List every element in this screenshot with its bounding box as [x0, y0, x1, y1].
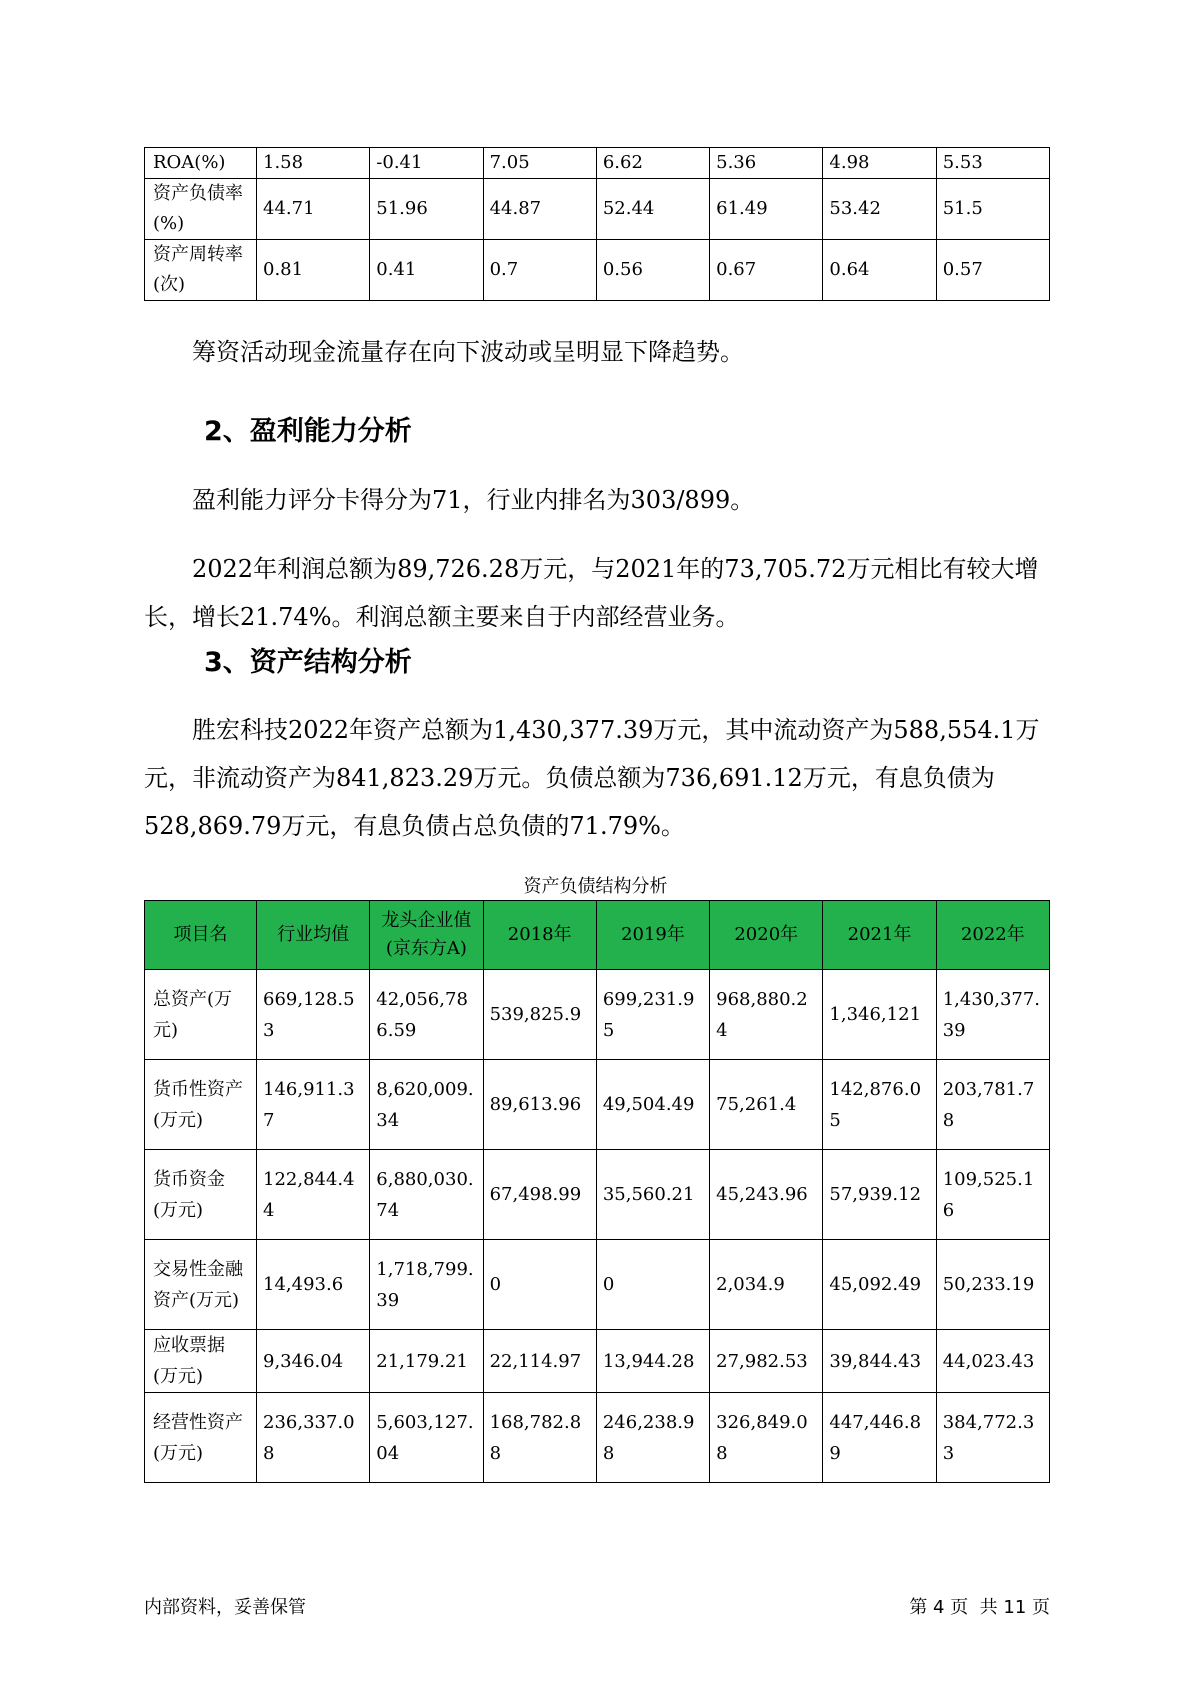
- table-cell: 2,034.9: [710, 1240, 823, 1330]
- table-cell: 51.5: [936, 179, 1049, 240]
- table-cell: 51.96: [370, 179, 483, 240]
- table-row: [145, 148, 1050, 179]
- table-cell: 44.71: [257, 179, 370, 240]
- table-cell: 1,718,799.39: [370, 1240, 483, 1330]
- table-caption: 资产负债结构分析: [523, 876, 668, 897]
- row-label: 交易性金融资产(万元): [145, 1240, 257, 1330]
- table-cell: 1,430,377.39: [936, 970, 1049, 1060]
- table-cell: 27,982.53: [710, 1330, 823, 1393]
- column-header: 2021年: [823, 901, 936, 970]
- table-cell: 75,261.4: [710, 1060, 823, 1150]
- table-row: [145, 1060, 1050, 1150]
- table-cell: 50,233.19: [936, 1240, 1049, 1330]
- table-cell: 45,092.49: [823, 1240, 936, 1330]
- profitability-score-paragraph: 盈利能力评分卡得分为71，行业内排名为303/899。: [192, 486, 755, 514]
- row-label: ROA(%): [145, 148, 257, 179]
- table-cell: 109,525.16: [936, 1150, 1049, 1240]
- table-cell: 0.64: [823, 240, 936, 301]
- table-cell: 6,880,030.74: [370, 1150, 483, 1240]
- row-label: 资产负债率(%): [145, 179, 257, 240]
- table-cell: 0.56: [596, 240, 709, 301]
- table-cell: 384,772.33: [936, 1393, 1049, 1483]
- table-cell: 968,880.24: [710, 970, 823, 1060]
- table-cell: 14,493.6: [257, 1240, 370, 1330]
- table-cell: 53.42: [823, 179, 936, 240]
- section-heading-asset-structure: 3、资产结构分析: [204, 647, 412, 678]
- table-row: [145, 1240, 1050, 1330]
- column-header: 2019年: [596, 901, 709, 970]
- footer-confidential-note: 内部资料，妥善保管: [144, 1597, 306, 1618]
- table-cell: 0: [596, 1240, 709, 1330]
- table-cell: 42,056,786.59: [370, 970, 483, 1060]
- table-row: [145, 1330, 1050, 1393]
- table-cell: 21,179.21: [370, 1330, 483, 1393]
- table-row: [145, 179, 1050, 240]
- table-cell: 1.58: [257, 148, 370, 179]
- table-cell: 236,337.08: [257, 1393, 370, 1483]
- asset-structure-paragraph: 胜宏科技2022年资产总额为1,430,377.39万元，其中流动资产为588,554.1万元，非流动资产为841,823.29万元。负债总额为736,691.12万元，有息负债为528,869.79万元，有息负债占总负债的71.79%。: [144, 716, 1040, 840]
- ratio-table: [144, 147, 1050, 301]
- table-cell: 8,620,009.34: [370, 1060, 483, 1150]
- table-cell: 39,844.43: [823, 1330, 936, 1393]
- row-label: 资产周转率(次): [145, 240, 257, 301]
- table-cell: 57,939.12: [823, 1150, 936, 1240]
- table-cell: 0.57: [936, 240, 1049, 301]
- table-cell: 44,023.43: [936, 1330, 1049, 1393]
- table-cell: 0.67: [710, 240, 823, 301]
- cashflow-paragraph: 筹资活动现金流量存在向下波动或呈明显下降趋势。: [192, 338, 744, 366]
- table-cell: 326,849.08: [710, 1393, 823, 1483]
- table-cell: 168,782.88: [483, 1393, 596, 1483]
- table-cell: 669,128.53: [257, 970, 370, 1060]
- table-cell: 1,346,121: [823, 970, 936, 1060]
- table-cell: 7.05: [483, 148, 596, 179]
- section-heading-profitability: 2、盈利能力分析: [204, 416, 412, 447]
- table-cell: 0.81: [257, 240, 370, 301]
- table-cell: 5,603,127.04: [370, 1393, 483, 1483]
- column-header: 2018年: [483, 901, 596, 970]
- column-header: 行业均值: [257, 901, 370, 970]
- table-cell: 35,560.21: [596, 1150, 709, 1240]
- table-cell: 52.44: [596, 179, 709, 240]
- table-row: [145, 1393, 1050, 1483]
- table-cell: 0.7: [483, 240, 596, 301]
- asset-liability-structure-table: [144, 900, 1050, 1483]
- table-cell: 22,114.97: [483, 1330, 596, 1393]
- table-cell: 0: [483, 1240, 596, 1330]
- table-cell: 67,498.99: [483, 1150, 596, 1240]
- table-row: [145, 240, 1050, 301]
- table-cell: 49,504.49: [596, 1060, 709, 1150]
- table-cell: 146,911.37: [257, 1060, 370, 1150]
- table-cell: 699,231.95: [596, 970, 709, 1060]
- column-header: 2020年: [710, 901, 823, 970]
- table-cell: 6.62: [596, 148, 709, 179]
- table-cell: 45,243.96: [710, 1150, 823, 1240]
- table-cell: 0.41: [370, 240, 483, 301]
- table-cell: 447,446.89: [823, 1393, 936, 1483]
- table-cell: 142,876.05: [823, 1060, 936, 1150]
- table-header-row: [145, 901, 1050, 970]
- table-row: [145, 1150, 1050, 1240]
- table-cell: 9,346.04: [257, 1330, 370, 1393]
- table-cell: 61.49: [710, 179, 823, 240]
- table-cell: 13,944.28: [596, 1330, 709, 1393]
- table-cell: 89,613.96: [483, 1060, 596, 1150]
- row-label: 货币性资产(万元): [145, 1060, 257, 1150]
- column-header: 2022年: [936, 901, 1049, 970]
- table-cell: 203,781.78: [936, 1060, 1049, 1150]
- row-label: 货币资金(万元): [145, 1150, 257, 1240]
- footer-page-number: 第 4 页 共 11 页: [909, 1597, 1050, 1618]
- table-cell: 5.36: [710, 148, 823, 179]
- table-cell: 122,844.44: [257, 1150, 370, 1240]
- table-cell: 4.98: [823, 148, 936, 179]
- table-row: [145, 970, 1050, 1060]
- column-header: 龙头企业值(京东方A): [370, 901, 483, 970]
- table-cell: 539,825.9: [483, 970, 596, 1060]
- row-label: 应收票据(万元): [145, 1330, 257, 1393]
- row-label: 经营性资产(万元): [145, 1393, 257, 1483]
- column-header: 项目名: [145, 901, 257, 970]
- table-cell: 5.53: [936, 148, 1049, 179]
- table-cell: -0.41: [370, 148, 483, 179]
- table-cell: 44.87: [483, 179, 596, 240]
- profit-total-paragraph: 2022年利润总额为89,726.28万元，与2021年的73,705.72万元相比有较大增长，增长21.74%。利润总额主要来自于内部经营业务。: [144, 555, 1039, 631]
- table-cell: 246,238.98: [596, 1393, 709, 1483]
- row-label: 总资产(万元): [145, 970, 257, 1060]
